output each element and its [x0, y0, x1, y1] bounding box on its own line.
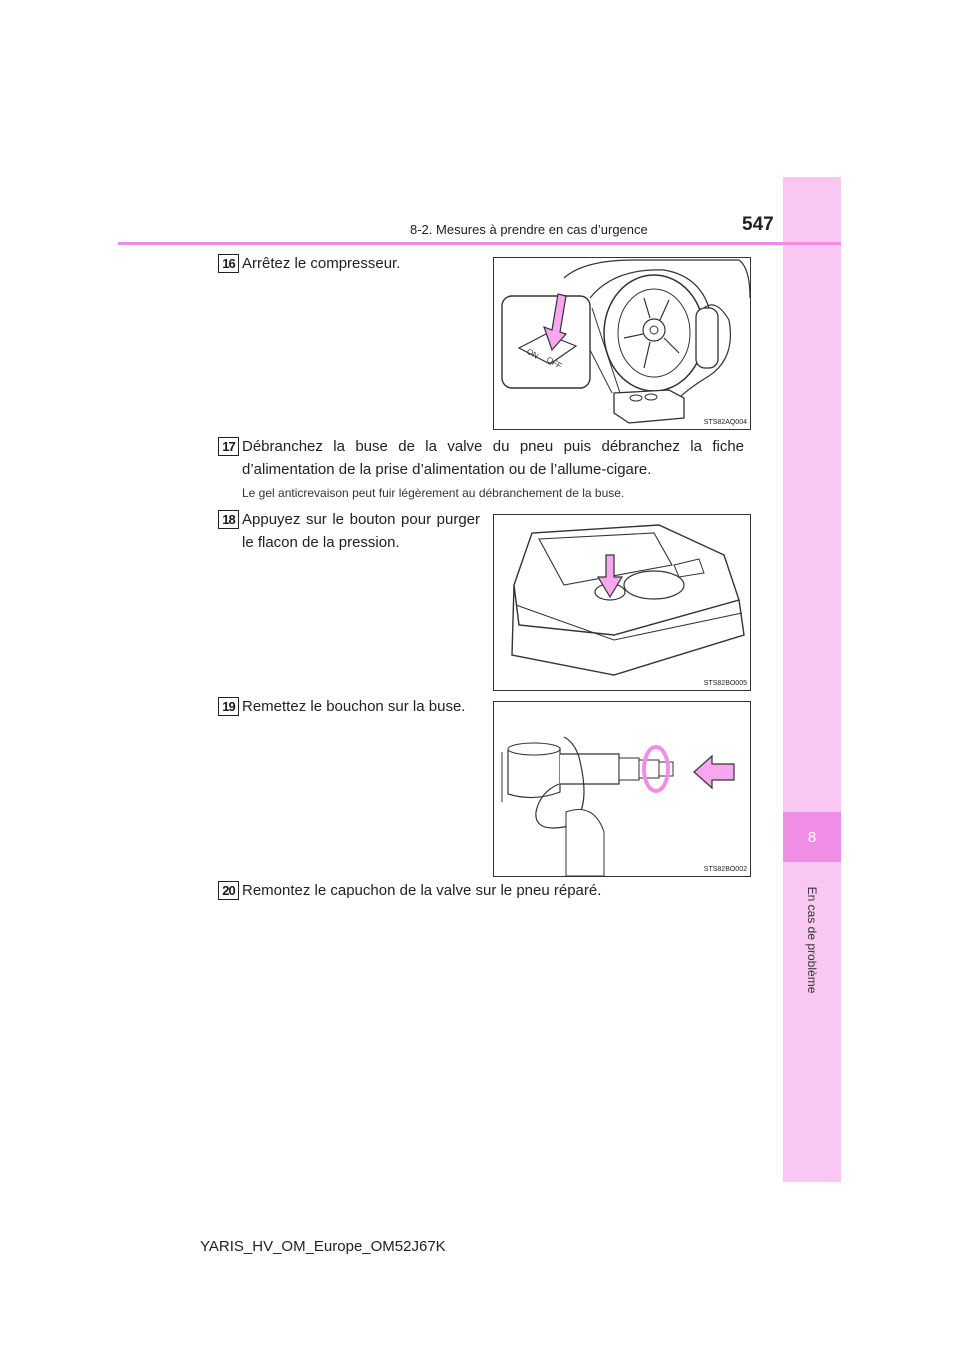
step-number-badge: 20 [218, 881, 239, 900]
section-title: 8-2. Mesures à prendre en cas d’urgence [410, 222, 648, 237]
compressor-switch-illustration [494, 258, 750, 429]
step-number-badge: 18 [218, 510, 239, 529]
step-text: Remettez le bouchon sur la buse. [242, 698, 466, 715]
compressor-button-illustration [494, 515, 750, 690]
chapter-number-tab [783, 812, 841, 862]
document-id: YARIS_HV_OM_Europe_OM52J67K [200, 1238, 446, 1255]
chapter-side-tab [783, 177, 841, 1182]
arrow-left-icon [694, 756, 734, 788]
step-number-badge: 19 [218, 697, 239, 716]
off-label: OFF [545, 354, 564, 371]
header-rule [118, 242, 841, 245]
page-number: 547 [742, 214, 774, 235]
step-text: Débranchez la buse de la valve du pneu puis débranchez la fiche d’alimentation de la prise d’alimentation ou de l’allume-cigare. [242, 438, 744, 478]
figure-code: STS82BO002 [703, 866, 747, 873]
chapter-number: 8 [807, 828, 817, 846]
nozzle-cap-illustration [494, 702, 750, 876]
step-text: Remontez le capuchon de la valve sur le pneu réparé. [242, 882, 602, 899]
step-note: Le gel anticrevaison peut fuir légèrement au débranchement de la buse. [242, 486, 625, 500]
figure-code: STS82BO005 [703, 680, 747, 687]
step-number-badge: 17 [218, 437, 239, 456]
step-text: Arrêtez le compresseur. [242, 255, 401, 272]
figure-compressor-switch [493, 257, 751, 430]
figure-purge-button [493, 514, 751, 691]
step-text: Appuyez sur le bouton pour purger le flacon de la pression. [242, 511, 480, 551]
step-number-badge: 16 [218, 254, 239, 273]
chapter-title: En cas de problème [805, 886, 819, 994]
figure-nozzle-cap [493, 701, 751, 877]
figure-code: STS82AQ004 [703, 419, 747, 426]
on-label: ON [525, 346, 540, 361]
